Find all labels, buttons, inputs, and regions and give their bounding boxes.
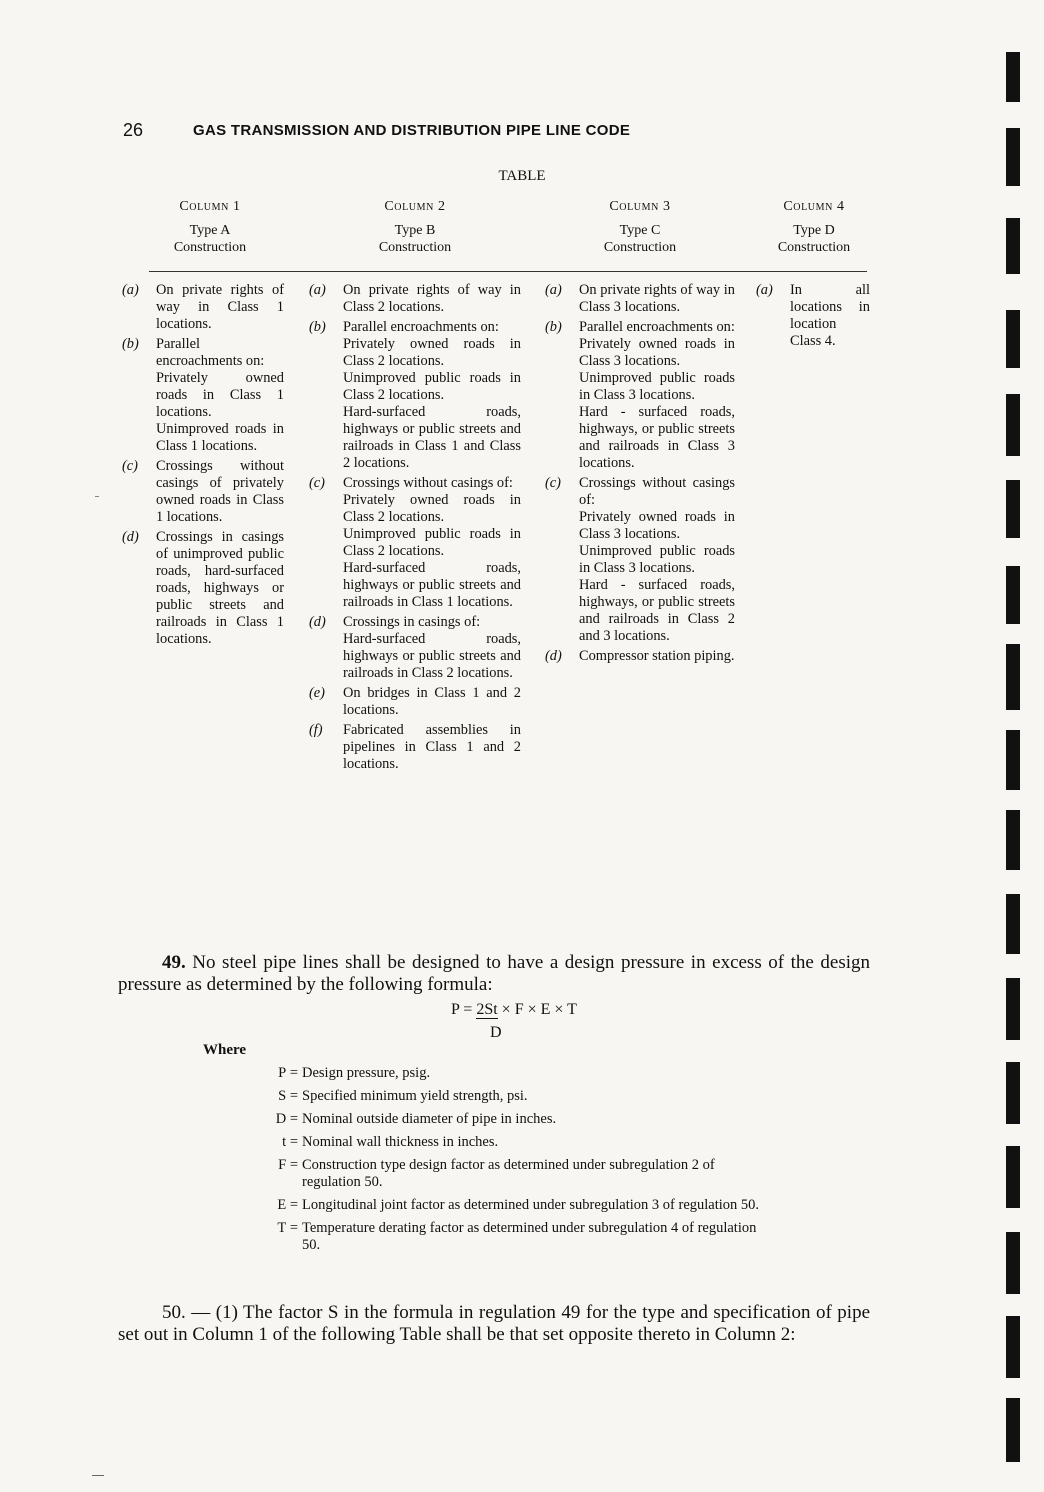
entry-label: (a) xyxy=(309,282,326,298)
entry-text: In all locations in location Class 4. xyxy=(790,282,870,349)
definition-item xyxy=(250,1065,770,1082)
definition-text: Specified minimum yield strength, psi. xyxy=(302,1088,528,1104)
entry-label: (c) xyxy=(545,475,561,491)
column-type: Type D xyxy=(793,223,835,238)
definition-symbol: F = xyxy=(278,1157,298,1173)
entry-subitem: Privately owned roads in Class 2 locations. xyxy=(343,336,521,369)
column-construction: Construction xyxy=(378,240,452,255)
column-name: Column 4 xyxy=(783,199,845,214)
symbol-letter: T xyxy=(277,1220,287,1236)
symbol-letter: S xyxy=(278,1088,287,1104)
column-construction: Construction xyxy=(777,240,851,255)
regulation-text: No steel pipe lines shall be designed to have a design pressure in excess of the design pressure as determined by the following formula: xyxy=(118,952,870,995)
column-2-header xyxy=(345,198,485,256)
column-4-body xyxy=(756,282,870,353)
scan-bar xyxy=(1006,810,1020,870)
entry-label: (a) xyxy=(545,282,562,298)
scan-bar xyxy=(1006,894,1020,954)
entry-text: Parallel encroachments on: xyxy=(343,319,499,335)
entry-label: (d) xyxy=(122,529,139,545)
definition-item xyxy=(250,1088,770,1105)
entry-label: (b) xyxy=(309,319,326,335)
entry-subitem: Privately owned roads in Class 2 locations. xyxy=(343,492,521,525)
entry-label: (d) xyxy=(545,648,562,664)
column-construction: Construction xyxy=(603,240,677,255)
column-type: Type B xyxy=(394,223,436,238)
entry-subitem: Unimproved public roads in Class 2 locations. xyxy=(343,526,521,559)
table-entry xyxy=(545,648,735,665)
entry-text: Crossings without casings of privately owned roads in Class 1 locations. xyxy=(156,458,284,525)
scan-bar xyxy=(1006,128,1020,186)
entry-subitem: Unimproved public roads in Class 3 locations. xyxy=(579,543,735,576)
definition-symbol: E = xyxy=(277,1197,298,1213)
scan-bar xyxy=(1006,644,1020,710)
column-3-body xyxy=(545,282,735,668)
entry-subitem: Privately owned roads in Class 3 locations. xyxy=(579,509,735,542)
entry-subitem: Privately owned roads in Class 1 locations. xyxy=(156,370,284,420)
scan-bar xyxy=(1006,394,1020,456)
entry-subitem: Unimproved public roads in Class 3 locations. xyxy=(579,370,735,403)
scan-bar xyxy=(1006,1398,1020,1462)
column-type: Type C xyxy=(619,223,661,238)
table-entry xyxy=(545,319,735,472)
regulation-number: 50. xyxy=(162,1302,186,1323)
scan-bar xyxy=(1006,1146,1020,1208)
entry-text: Crossings in casings of unimproved public roads, hard-surfaced roads, highways or public streets and railroads in Class 1 locations. xyxy=(156,529,284,647)
definition-text: Nominal wall thickness in inches. xyxy=(302,1134,499,1150)
entry-subitem: Privately owned roads in Class 3 locations. xyxy=(579,336,735,369)
table-entry xyxy=(309,685,521,719)
formula-lhs: P = xyxy=(451,1001,477,1018)
table-title: TABLE xyxy=(498,168,546,184)
definition-item xyxy=(250,1157,770,1191)
entry-label: (c) xyxy=(309,475,325,491)
definition-symbol: S = xyxy=(278,1088,298,1104)
table-entry xyxy=(756,282,870,350)
entry-subitem: Unimproved public roads in Class 2 locations. xyxy=(343,370,521,403)
definition-text: Temperature derating factor as determined under subregulation 4 of regulation 50. xyxy=(302,1220,757,1253)
entry-label: (b) xyxy=(122,336,139,352)
symbol-letter: F xyxy=(278,1157,287,1173)
definition-item xyxy=(250,1134,770,1151)
column-4-header xyxy=(744,198,884,256)
entry-text: On private rights of way in Class 3 locations. xyxy=(579,282,735,315)
scan-mark xyxy=(92,1475,104,1476)
entry-label: (a) xyxy=(756,282,773,298)
definitions-list xyxy=(250,1065,770,1260)
entry-text: Compressor station piping. xyxy=(579,648,735,664)
column-name: Column 3 xyxy=(609,199,671,214)
scan-bar xyxy=(1006,978,1020,1040)
table-rule xyxy=(149,271,867,272)
scan-bar xyxy=(1006,218,1020,274)
symbol-letter: t xyxy=(282,1134,287,1150)
scan-bar xyxy=(1006,52,1020,102)
formula-denominator: D xyxy=(490,1024,502,1041)
formula-factors: × F × E × T xyxy=(497,1001,577,1018)
where-label: Where xyxy=(203,1042,247,1058)
running-title: GAS TRANSMISSION AND DISTRIBUTION PIPE LINE CODE xyxy=(193,122,631,139)
regulation-text: — (1) The factor S in the formula in regulation 49 for the type and specification of pipe set out in Column 1 of the following Table shall be that set opposite thereto in Column 2: xyxy=(118,1302,871,1345)
regulation-50 xyxy=(118,1302,870,1346)
table-entry xyxy=(122,529,284,648)
definition-item xyxy=(250,1111,770,1128)
scan-bar xyxy=(1006,1232,1020,1294)
scan-mark xyxy=(95,496,99,497)
table-entry xyxy=(309,475,521,611)
entry-text: Crossings in casings of: xyxy=(343,614,481,630)
regulation-number: 49. xyxy=(162,952,186,973)
table-entry xyxy=(309,722,521,773)
scan-bar xyxy=(1006,310,1020,368)
table-entry xyxy=(309,319,521,472)
scan-bar xyxy=(1006,480,1020,538)
entry-text: Fabricated assemblies in pipelines in Class 1 and 2 locations. xyxy=(343,722,521,772)
entry-text: Crossings without casings of: xyxy=(343,475,513,491)
definition-text: Nominal outside diameter of pipe in inches. xyxy=(302,1111,557,1127)
symbol-letter: P xyxy=(278,1065,287,1081)
entry-text: Parallel encroachments on: xyxy=(579,319,735,335)
definition-text: Design pressure, psig. xyxy=(302,1065,431,1081)
entry-subitem: Hard-surfaced roads, highways or public streets and railroads in Class 2 locations. xyxy=(343,631,521,681)
scan-bar xyxy=(1006,566,1020,624)
definition-item xyxy=(250,1197,770,1214)
column-2-body xyxy=(309,282,521,776)
entry-label: (f) xyxy=(309,722,323,738)
definition-symbol: P = xyxy=(278,1065,298,1081)
column-name: Column 2 xyxy=(384,199,446,214)
symbol-letter: D xyxy=(275,1111,287,1127)
formula-numerator: 2St xyxy=(476,1001,498,1018)
definition-text: Longitudinal joint factor as determined under subregulation 3 of regulation 50. xyxy=(302,1197,760,1213)
regulation-49 xyxy=(118,952,870,996)
column-construction: Construction xyxy=(173,240,247,255)
definition-item xyxy=(250,1220,770,1254)
entry-label: (b) xyxy=(545,319,562,335)
definition-text: Construction type design factor as determined under subregulation 2 of regulation 50. xyxy=(302,1157,715,1190)
scan-bar xyxy=(1006,1062,1020,1124)
column-3-header xyxy=(570,198,710,256)
page-number: 26 xyxy=(123,120,144,140)
table-entry xyxy=(545,282,735,316)
entry-text: On bridges in Class 1 and 2 locations. xyxy=(343,685,521,718)
scan-bar xyxy=(1006,730,1020,790)
entry-subitem: Unimproved roads in Class 1 locations. xyxy=(156,421,284,454)
table-entry xyxy=(122,336,284,455)
table-entry xyxy=(122,458,284,526)
table-entry xyxy=(545,475,735,645)
column-type: Type A xyxy=(189,223,231,238)
table-entry xyxy=(309,282,521,316)
entry-label: (c) xyxy=(122,458,138,474)
entry-subitem: Hard - surfaced roads, highways, or public streets and railroads in Class 2 and 3 locations. xyxy=(579,577,735,644)
entry-text: On private rights of way in Class 1 locations. xyxy=(156,282,284,332)
column-1-body xyxy=(122,282,284,651)
entry-text: Parallel encroachments on: xyxy=(156,336,265,369)
entry-subitem: Hard-surfaced roads, highways or public streets and railroads in Class 1 locations. xyxy=(343,560,521,610)
symbol-letter: E xyxy=(277,1197,287,1213)
scan-bar xyxy=(1006,1316,1020,1378)
definition-symbol: t = xyxy=(282,1134,298,1150)
entry-label: (a) xyxy=(122,282,139,298)
table-entry xyxy=(309,614,521,682)
entry-subitem: Hard-surfaced roads, highways or public streets and railroads in Class 1 and Class 2 locations. xyxy=(343,404,521,471)
table-entry xyxy=(122,282,284,333)
definition-symbol: D = xyxy=(275,1111,298,1127)
column-name: Column 1 xyxy=(179,199,241,214)
edge-scan-marks xyxy=(984,0,1044,1492)
entry-label: (d) xyxy=(309,614,326,630)
entry-subitem: Hard - surfaced roads, highways, or public streets and railroads in Class 3 locations. xyxy=(579,404,735,471)
entry-text: On private rights of way in Class 2 locations. xyxy=(343,282,521,315)
formula xyxy=(451,1001,577,1019)
definition-symbol: T = xyxy=(277,1220,298,1236)
entry-label: (e) xyxy=(309,685,325,701)
entry-text: Crossings without casings of: xyxy=(579,475,735,508)
column-1-header xyxy=(140,198,280,256)
